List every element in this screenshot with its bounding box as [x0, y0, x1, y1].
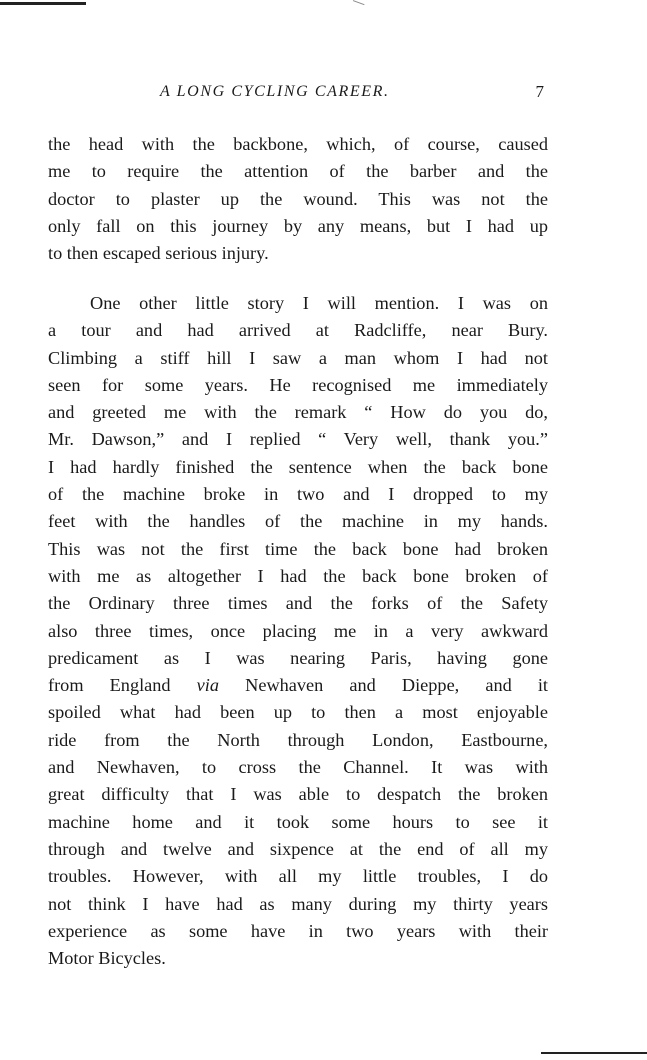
text-line: to then escaped serious injury.: [48, 243, 269, 264]
text-line: troubles. However, with all my little troubles, I do: [48, 866, 548, 887]
text-line: predicament as I was nearing Paris, having gone: [48, 647, 548, 668]
text-line: through and twelve and sixpence at the end of all my: [48, 838, 548, 859]
text-line: me to require the attention of the barber and the: [48, 161, 548, 182]
text-line: spoiled what had been up to then a most enjoyable: [48, 702, 548, 723]
bottom-edge-rule: [541, 1052, 647, 1054]
text-line: seen for some years. He recognised me immediately: [48, 374, 548, 395]
text-line: Mr. Dawson,” and I replied “ Very well, thank you.”: [48, 429, 548, 450]
text-line: feet with the handles of the machine in my hands.: [48, 511, 548, 532]
text-line-with-italic: [48, 672, 548, 699]
text-line: This was not the first time the back bone had broken: [48, 538, 548, 559]
running-title: A LONG CYCLING CAREER.: [160, 83, 390, 100]
text-line: Motor Bicycles.: [48, 948, 166, 969]
text-line: the Ordinary three times and the forks of the Safety: [48, 593, 548, 614]
text-segment: from England: [48, 675, 171, 696]
text-line: only fall on this journey by any means, but I had up: [48, 215, 548, 236]
text-line: One other little story I will mention. I was on: [90, 293, 548, 313]
text-line: not think I have had as many during my thirty years: [48, 893, 548, 914]
top-edge-rule: [0, 2, 86, 5]
text-line: a tour and had arrived at Radcliffe, near Bury.: [48, 320, 548, 341]
text-line: doctor to plaster up the wound. This was not the: [48, 188, 548, 209]
text-segment: Newhaven and Dieppe, and it: [245, 675, 549, 696]
text-line: also three times, once placing me in a very awkward: [48, 620, 548, 641]
paragraph-2: [48, 290, 548, 972]
text-line: I had hardly finished the sentence when the back bone: [48, 456, 548, 477]
text-line: machine home and it took some hours to see it: [48, 811, 548, 832]
text-line: the head with the backbone, which, of course, caused: [48, 134, 548, 154]
text-line: experience as some have in two years with their: [48, 920, 548, 941]
italic-word: via: [196, 675, 220, 696]
text-line: ride from the North through London, Eastbourne,: [48, 729, 548, 750]
text-line: and greeted me with the remark “ How do you do,: [48, 402, 548, 423]
text-line: great difficulty that I was able to despatch the broken: [48, 784, 548, 805]
page-number: 7: [535, 82, 544, 101]
paragraph-1: [48, 131, 548, 267]
scan-speck: [352, 0, 365, 9]
running-head: [160, 82, 544, 106]
text-line: and Newhaven, to cross the Channel. It was with: [48, 757, 548, 778]
text-line: Climbing a stiff hill I saw a man whom I had not: [48, 347, 548, 368]
text-line: of the machine broke in two and I dropped to my: [48, 484, 548, 505]
text-line: with me as altogether I had the back bone broken of: [48, 565, 548, 586]
